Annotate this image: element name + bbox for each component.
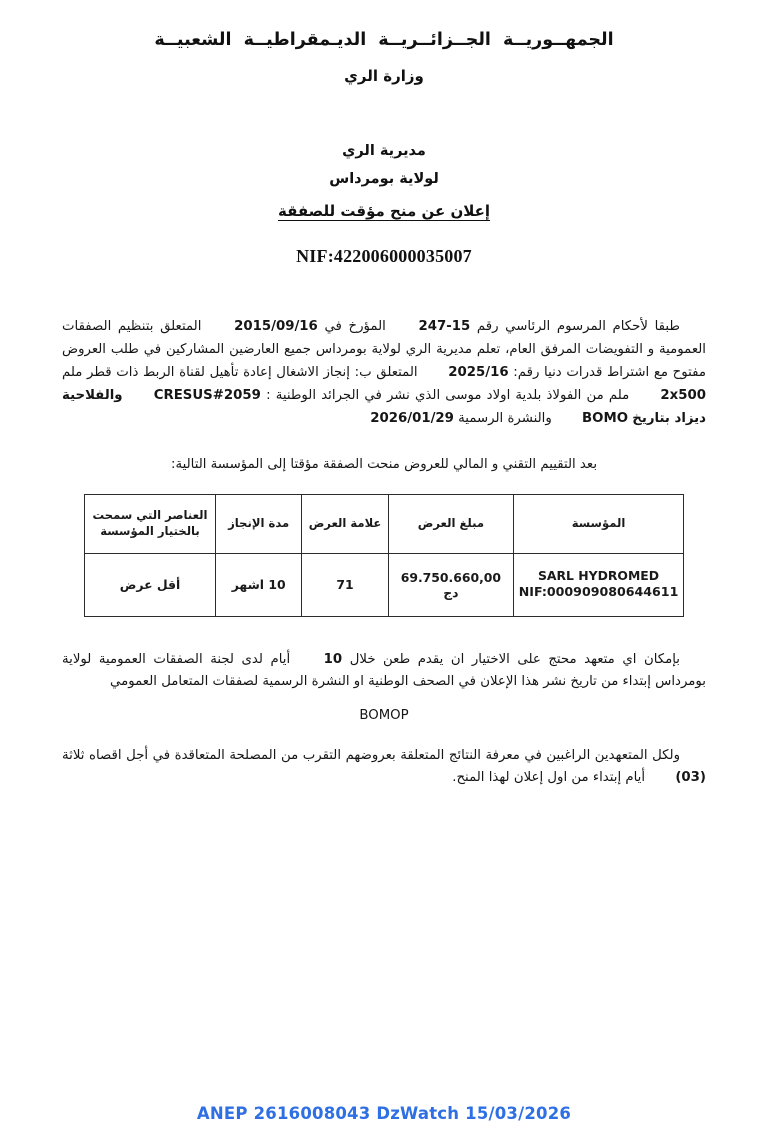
paragraph1-part7: والنشرة الرسمية	[458, 410, 552, 426]
offer-amount-value: 69.750.660,00	[400, 569, 502, 585]
cell-criteria: أقل عرض	[85, 553, 216, 616]
cell-offer-amount	[388, 553, 513, 616]
main-paragraph	[62, 316, 706, 430]
award-table	[84, 494, 684, 617]
header-offer-mark: علامة العرض	[302, 494, 388, 553]
page-footer	[0, 1104, 768, 1124]
paragraph1-part3: المتعلق بتنظيم الصفقات العمومية و التفويضات المرفق العام، تعلم مديرية الري لولاية بومرداس جميع العارضين المشاركين في طلب العروض مفتوح مع اشتراط قدرات دنيا رقم:	[62, 319, 706, 381]
paragraph1-part5: ملم من الفولاذ بلدية اولاد موسى الذي نشر في الجرائد الوطنية :	[266, 387, 630, 403]
evaluation-note: بعد التقييم التقني و المالي للعروض منحت الصفقة مؤقتا إلى المؤسسة التالية:	[170, 456, 598, 472]
info-part1: ولكل المتعهدين الراغبين في معرفة النتائج المتعلقة بعروضهم التقرب من المصلحة المتعاقدة في أجل اقصاه ثلاثة	[62, 747, 680, 763]
decree-date: 2015/09/16	[234, 319, 318, 335]
directorate-line-1: مديرية الري	[342, 142, 426, 159]
bulletin-name: BOMO	[582, 410, 629, 426]
paragraph1-part1: طبقا لأحكام المرسوم الرئاسي رقم	[476, 319, 680, 335]
paragraph1-part4: المتعلق ب: إنجاز الاشغال إعادة تأهيل لقناة الربط ذات قطر ملم	[62, 365, 418, 381]
appeal-part2: أيام لدى لجنة الصفقات العمومية لولاية بومرداس إبتداء من تاريخ نشر هذا الإعلان في الصحف الوطنية او النشرة الرسمية لصفقات المتعامل العمومي	[62, 651, 706, 690]
pipe-spec: 2x500	[660, 387, 706, 403]
publication-date: 2026/01/29	[370, 410, 454, 426]
table-header-row	[85, 494, 684, 553]
document-header	[0, 0, 768, 85]
cell-offer-mark: 71	[302, 553, 388, 616]
appeal-days: 10	[323, 651, 343, 667]
offer-currency: دج	[443, 584, 459, 600]
directorate-nif: NIF:422006000035007	[296, 246, 472, 267]
info-days: (03)	[675, 770, 706, 786]
organization-nif: NIF:000909080644611	[518, 584, 679, 600]
header-delay: مدة الإنجاز	[215, 494, 301, 553]
appeal-part1: بإمكان اي متعهد محتج على الاختيار ان يقدم طعن خلال	[349, 651, 680, 667]
header-organization: المؤسسة	[514, 494, 684, 553]
cell-delay: 10 اشهر	[215, 553, 301, 616]
header-offer-amount: مبلغ العرض	[388, 494, 513, 553]
award-table-wrapper	[84, 494, 684, 617]
announcement-title: إعلان عن منح مؤقت للصفقة	[277, 202, 491, 221]
directorate-block	[0, 137, 768, 275]
header-criteria: العناصر التي سمحت بالختيار المؤسسة	[85, 494, 216, 553]
appeal-paragraph	[62, 649, 706, 695]
paragraph1-part6: والفلاحية ديزاد بتاريخ	[62, 387, 706, 426]
republic-title: الجمهــوريــة الجــزائــريــة الديـمقراطيــة الشعبيــة	[154, 30, 614, 50]
info-part2: أيام إبتداء من اول إعلان لهذا المنح.	[452, 770, 646, 786]
information-paragraph	[62, 745, 706, 791]
decree-number: 247-15	[418, 319, 471, 335]
bomop-label: BOMOP	[359, 707, 409, 723]
organization-name: SARL HYDROMED	[538, 568, 660, 584]
ministry-title: وزارة الري	[344, 66, 424, 85]
document-body	[62, 316, 706, 471]
anep-reference: ANEP 2616008043 DzWatch 15/03/2026	[196, 1104, 572, 1123]
tender-number: 2025/16	[448, 365, 509, 381]
newspaper-name: CRESUS#2059	[153, 387, 261, 403]
cell-organization	[514, 553, 684, 616]
paragraph1-part2: المؤرخ في	[324, 319, 386, 335]
document-footer-body	[62, 649, 706, 791]
table-row	[85, 553, 684, 616]
directorate-line-2: لولاية بومرداس	[329, 170, 439, 187]
